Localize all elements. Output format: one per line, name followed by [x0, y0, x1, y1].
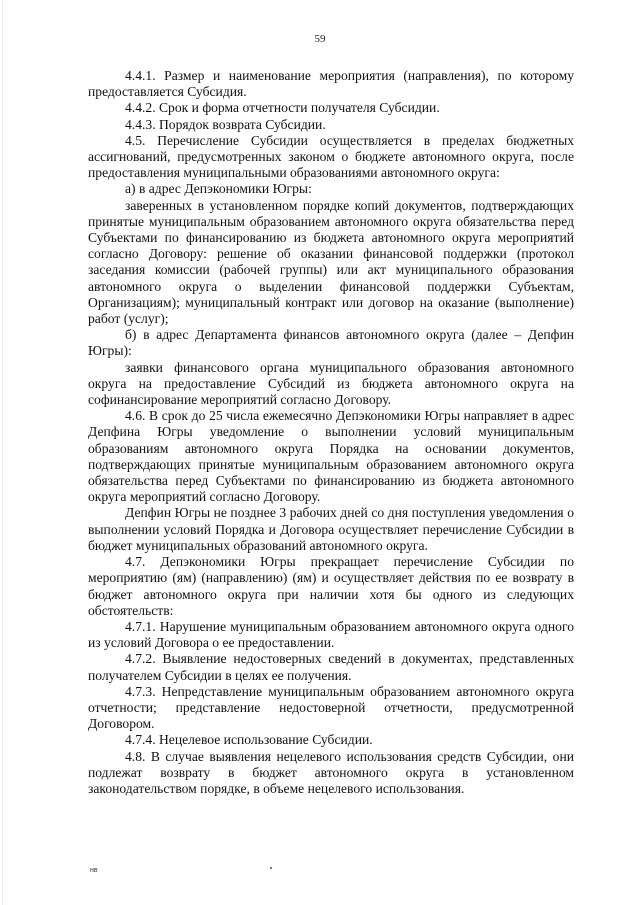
paragraph-4-4-1: 4.4.1. Размер и наименование мероприятия (направления), по которому предоставляется Субсидия. [88, 68, 574, 100]
paragraph-4-4-3: 4.4.3. Порядок возврата Субсидии. [125, 116, 326, 132]
paragraph-4-6: 4.6. В срок до 25 числа ежемесячно Депэкономики Югры направляет в адрес Депфина Югры уведомление о выполнении условий муниципальным образованиям автономного округа Порядка на основании документов, подтверждающих принятые муниципальным образованием автономного округа обязательства перед Субъектами по финансированию из бюджета автономного округа мероприятий согласно Договору. [88, 408, 574, 505]
paragraph-4-7-2: 4.7.2. Выявление недостоверных сведений в документах, представленных получателем Субсидии в целях ее получения. [88, 651, 574, 683]
paragraph-4-7-4: 4.7.4. Нецелевое использование Субсидии. [125, 732, 373, 748]
paragraph-4-5-a: а) в адрес Депэкономики Югры: [125, 181, 312, 197]
paragraph-4-8: 4.8. В случае выявления нецелевого использования средств Субсидии, они подлежат возврату в бюджет автономного округа в установленном законодательством порядке, в объеме нецелевого использования. [88, 748, 574, 796]
paragraph-4-6-depfin: Депфин Югры не позднее 3 рабочих дней со дня поступления уведомления о выполнении условий Порядка и Договора осуществляет перечисление Субсидии в бюджет муниципальных образований автономного округа. [88, 505, 574, 553]
paragraph-4-7: 4.7. Депэкономики Югры прекращает перечисление Субсидии по мероприятию (ям) (направлению) (ям) и осуществляет действия по ее возврату в бюджет автономного округа при наличии хотя бы одного из следующих обстоятельств: [88, 554, 574, 618]
paragraph-4-4-2: 4.4.2. Срок и форма отчетности получателя Субсидии. [125, 100, 440, 116]
body-text [88, 68, 574, 797]
scan-edge [2, 0, 3, 905]
paragraph-4-7-1: 4.7.1. Нарушение муниципальным образованием автономного округа одного из условий Договора о ее предоставлении. [88, 618, 574, 651]
paragraph-4-7-3: 4.7.3. Непредставление муниципальным образованием автономного округа отчетности; представление недостоверной отчетности, предусмотренной Договором. [88, 683, 574, 732]
footer-initials: нв [90, 867, 98, 874]
footer-dot [270, 867, 272, 869]
paragraph-4-5-b-body: заявки финансового органа муниципального образования автономного округа на предоставление Субсидий из бюджета автономного округа на софинансирование мероприятий согласно Договору. [88, 359, 574, 408]
paragraph-4-5: 4.5. Перечисление Субсидии осуществляется в пределах бюджетных ассигнований, предусмотренных законом о бюджете автономного округа, после предоставления муниципальными образованиями автономного округа: [88, 132, 574, 181]
paragraph-4-5-a-body: заверенных в установленном порядке копий документов, подтверждающих принятые муниципальным образованием автономного округа обязательства перед Субъектами по финансированию из бюджета автономного округа мероприятий согласно Договору: решение об оказании финансовой поддержки (протокол заседания комиссии (рабочей группы) или акт муниципального образования автономного округа о выделении финансовой поддержки Субъектам, Организациям); муниципальный контракт или договор на оказание (выполнение) работ (услуг); [88, 197, 574, 327]
page-number: 59 [314, 33, 326, 45]
paragraph-4-5-b: б) в адрес Департамента финансов автономного округа (далее – Депфин Югры): [88, 327, 574, 359]
